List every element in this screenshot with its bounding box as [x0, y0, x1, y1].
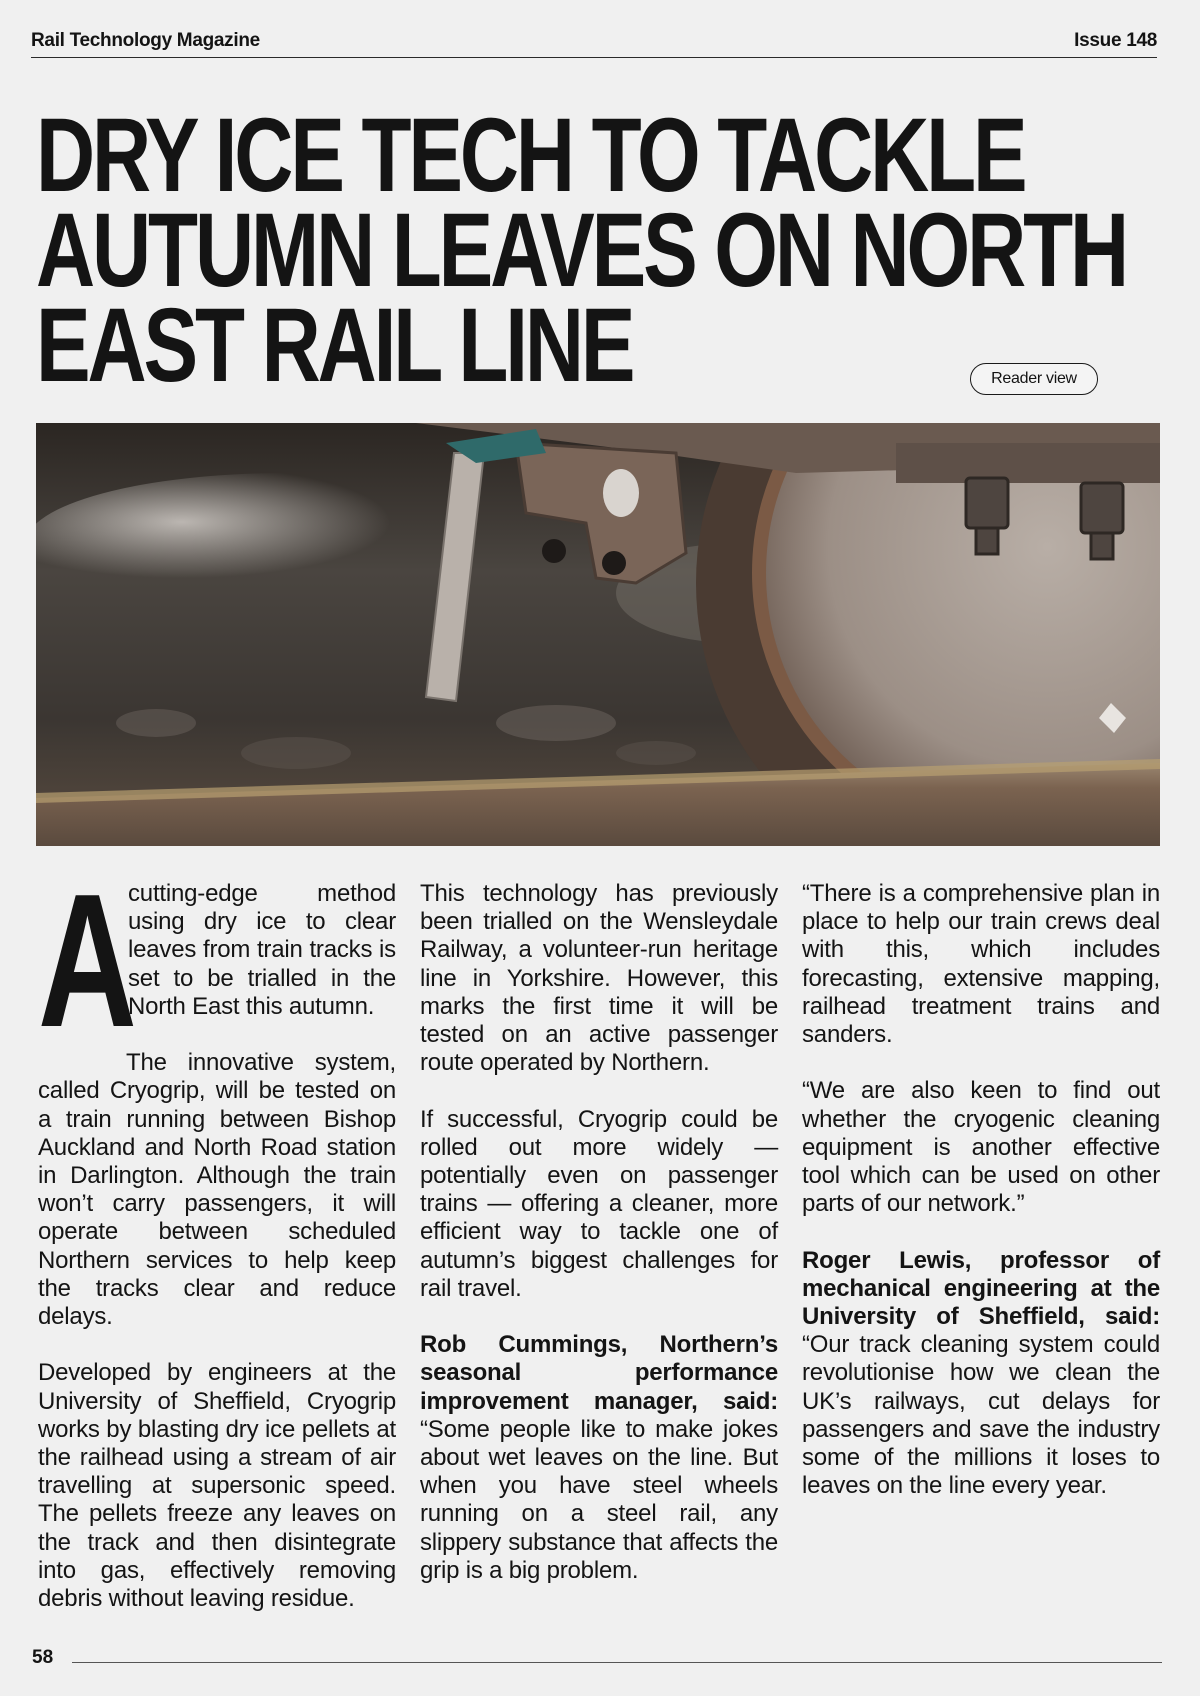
column-1	[38, 855, 396, 1641]
paragraph	[38, 855, 396, 1067]
hero-image	[36, 423, 1160, 846]
paragraph: “There is a comprehensive plan in place to help our train crews deal with this, which includes forecasting, extensive mapping, railhead treatment trains and sanders.	[802, 880, 1160, 1049]
headline-line-3: EAST RAIL LINE	[36, 287, 633, 404]
page-header	[31, 28, 1157, 58]
reader-view-button[interactable]: Reader view	[970, 363, 1098, 395]
article-body	[38, 855, 1162, 1613]
issue-number: Issue 148	[1074, 30, 1157, 51]
paragraph: If successful, Cryogrip could be rolled out more widely — potentially even on passenger trains — offering a cleaner, more efficient way to tackle one of autumn’s biggest challenges for rail travel.	[420, 1105, 778, 1302]
paragraph: Developed by engineers at the University of Sheffield, Cryogrip works by blasting dry ice pellets at the railhead using a stream of air travelling at supersonic speed. The pellets freeze any leaves on the track and then disintegrate into gas, effectively removing debris without leaving residue.	[38, 1359, 396, 1613]
headline-line-1: DRY ICE TECH TO TACKLE	[36, 97, 1025, 214]
paragraph: “We are also keen to find out whether the cryogenic cleaning equipment is another effective tool which can be used on other parts of our network.”	[802, 1077, 1160, 1218]
page-footer	[32, 1645, 1162, 1669]
speaker-attribution: Roger Lewis, professor of mechanical engineering at the University of Sheffield, said:	[802, 1246, 1160, 1331]
train-wheel-photo	[36, 423, 1160, 846]
paragraph-text: The innovative system, called Cryogrip, will be tested on a train running between Bishop Auckland and North Road station in Darlington. Although the train won’t carry passengers, it will operate between scheduled Northern services to help keep the tracks clear and reduce delays.	[38, 1049, 396, 1331]
quote-text: “Our track cleaning system could revolutionise how we clean the UK’s railways, cut delays for passengers and save the industry some of the millions it loses to leaves on the line every year.	[802, 1331, 1160, 1500]
page-number: 58	[32, 1647, 54, 1668]
column-2	[420, 880, 778, 1613]
headline-line-2: AUTUMN LEAVES ON NORTH	[36, 192, 1127, 309]
paragraph	[802, 1247, 1160, 1501]
drop-cap: A	[38, 855, 134, 1067]
lead-text: cutting-edge method using dry ice to clear leaves from train tracks is set to be trialled in the North East this autumn.	[128, 880, 396, 1020]
magazine-name: Rail Technology Magazine	[31, 30, 260, 51]
quote-text: “Some people like to make jokes about wet leaves on the line. But when you have steel wheels running on a steel rail, any slippery substance that affects the grip is a big problem.	[420, 1415, 778, 1584]
paragraph: This technology has previously been trialled on the Wensleydale Railway, a volunteer-run heritage line in Yorkshire. However, this marks the first time it will be tested on an active passenger route operated by Northern.	[420, 880, 778, 1077]
paragraph	[38, 1049, 396, 1331]
column-3	[802, 880, 1160, 1529]
speaker-attribution: Rob Cummings, Northern’s seasonal performance improvement manager, said:	[420, 1331, 778, 1415]
paragraph	[420, 1331, 778, 1585]
footer-divider	[72, 1662, 1162, 1663]
